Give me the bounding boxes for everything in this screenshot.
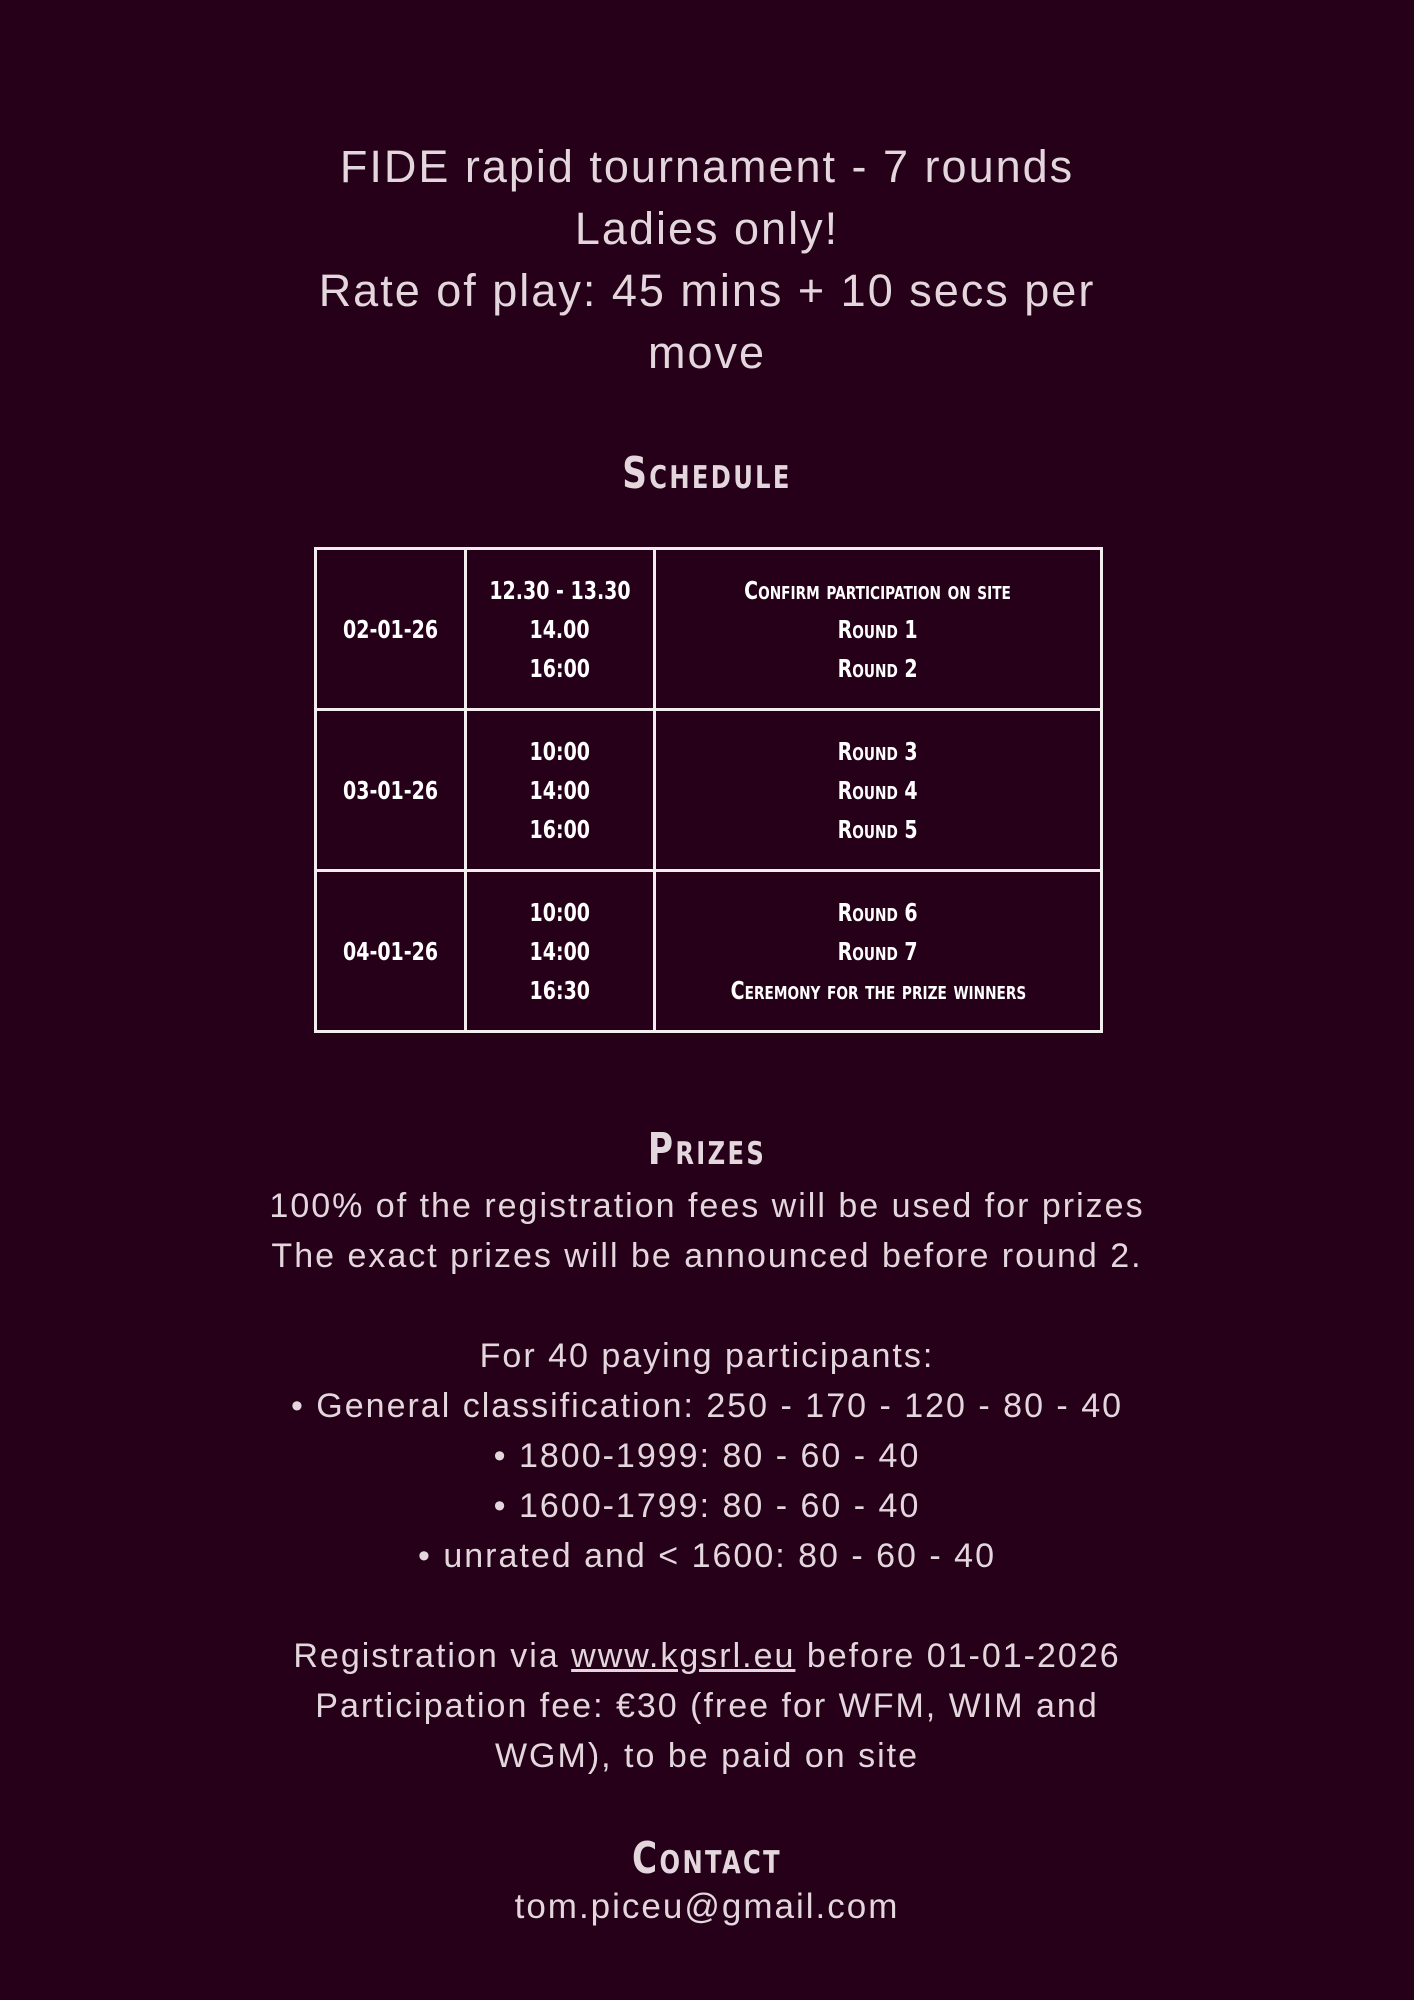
spacer bbox=[107, 1281, 1307, 1331]
fee-line: Participation fee: €30 (free for WFM, WIM and bbox=[315, 1687, 1099, 1725]
schedule-event: Confirm participation on site bbox=[744, 575, 1012, 605]
registration-prefix: Registration via bbox=[293, 1637, 572, 1675]
schedule-event: Round 7 bbox=[837, 936, 919, 966]
schedule-time: 16:00 bbox=[529, 653, 591, 683]
table-row bbox=[316, 549, 1102, 710]
schedule-events-cell bbox=[655, 871, 1102, 1032]
prizes-heading: Prizes bbox=[647, 1124, 767, 1175]
prize-bullet-unrated: • unrated and < 1600: 80 - 60 - 40 bbox=[418, 1537, 996, 1575]
schedule-date: 04-01-26 bbox=[342, 936, 439, 966]
schedule-event: Round 4 bbox=[837, 775, 919, 805]
schedule-table bbox=[314, 547, 1103, 1033]
schedule-time: 14:00 bbox=[529, 936, 591, 966]
prize-bullet-1800-1999: • 1800-1999: 80 - 60 - 40 bbox=[493, 1437, 921, 1475]
registration-suffix: before 01-01-2026 bbox=[795, 1637, 1121, 1675]
fee-line-continued: WGM), to be paid on site bbox=[494, 1737, 920, 1775]
intro-title: FIDE rapid tournament - 7 rounds bbox=[339, 141, 1075, 192]
schedule-time: 14.00 bbox=[529, 614, 591, 644]
schedule-date-cell bbox=[316, 710, 466, 871]
schedule-date: 02-01-26 bbox=[342, 614, 439, 644]
schedule-times-cell bbox=[466, 871, 655, 1032]
prizes-fees-line: 100% of the registration fees will be used for prizes bbox=[269, 1187, 1145, 1225]
schedule-events-cell bbox=[655, 549, 1102, 710]
intro-ladies-only: Ladies only! bbox=[574, 203, 840, 254]
schedule-event: Round 6 bbox=[837, 897, 919, 927]
schedule-events-cell bbox=[655, 710, 1102, 871]
schedule-event: Round 1 bbox=[837, 614, 919, 644]
table-row bbox=[316, 710, 1102, 871]
schedule-time: 14:00 bbox=[529, 775, 591, 805]
schedule-date-cell bbox=[316, 549, 466, 710]
registration-line bbox=[107, 1631, 1307, 1681]
schedule-time: 10:00 bbox=[529, 897, 591, 927]
schedule-time: 10:00 bbox=[529, 736, 591, 766]
table-row bbox=[316, 871, 1102, 1032]
contact-email[interactable]: tom.piceu@gmail.com bbox=[514, 1887, 900, 1926]
schedule-event: Round 2 bbox=[837, 653, 919, 683]
schedule-event: Ceremony for the prize winners bbox=[730, 975, 1026, 1005]
registration-link[interactable]: www.kgsrl.eu bbox=[571, 1637, 796, 1675]
schedule-times-cell bbox=[466, 549, 655, 710]
contact-heading: Contact bbox=[632, 1833, 782, 1884]
schedule-date: 03-01-26 bbox=[342, 775, 439, 805]
intro-block bbox=[207, 136, 1207, 384]
schedule-times-cell bbox=[466, 710, 655, 871]
intro-rate-of-play: Rate of play: 45 mins + 10 secs per bbox=[318, 265, 1096, 316]
prize-bullet-1600-1799: • 1600-1799: 80 - 60 - 40 bbox=[493, 1487, 921, 1525]
schedule-date-cell bbox=[316, 871, 466, 1032]
intro-rate-of-play-continued: move bbox=[647, 327, 767, 378]
prizes-announcement-line: The exact prizes will be announced before round 2. bbox=[271, 1237, 1143, 1275]
schedule-heading: Schedule bbox=[622, 448, 792, 499]
schedule-time: 16:00 bbox=[529, 814, 591, 844]
schedule-time: 16:30 bbox=[529, 975, 591, 1005]
spacer bbox=[107, 1581, 1307, 1631]
prizes-participants-line: For 40 paying participants: bbox=[479, 1337, 935, 1375]
schedule-event: Round 3 bbox=[837, 736, 919, 766]
prize-bullet-general: • General classification: 250 - 170 - 120 - 80 - 40 bbox=[290, 1387, 1124, 1425]
schedule-event: Round 5 bbox=[837, 814, 919, 844]
schedule-time: 12.30 - 13.30 bbox=[489, 575, 631, 605]
prizes-block bbox=[107, 1181, 1307, 1781]
